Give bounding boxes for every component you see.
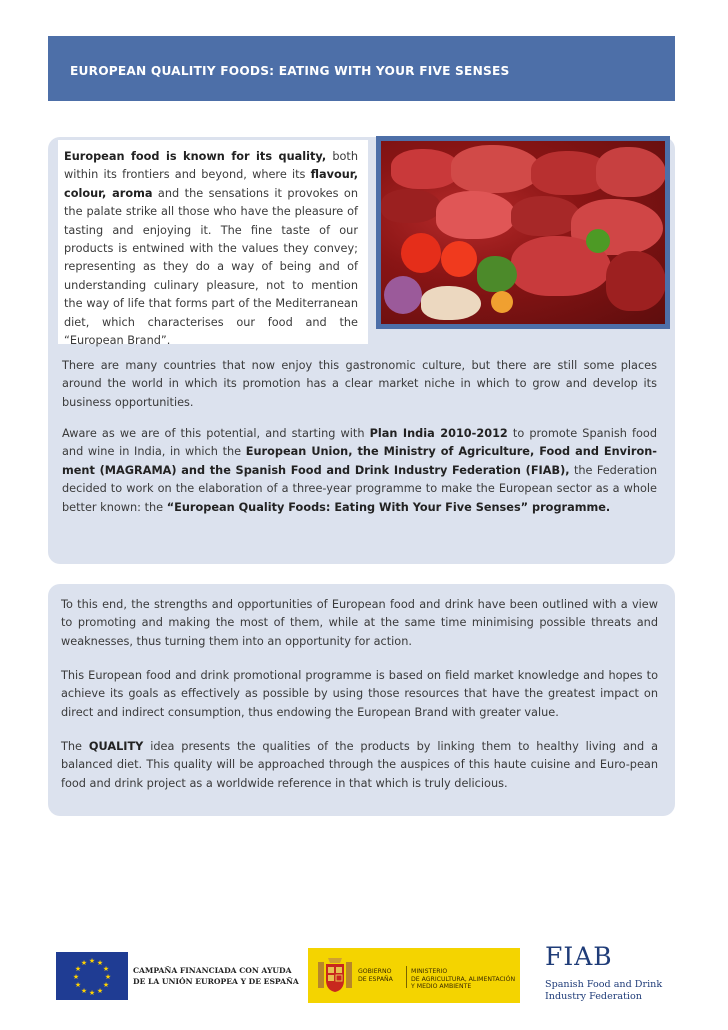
p2-bold-orgs: European Union, the Ministry of Agriculture, Food and Environ-ment (MAGRAMA) and the Spanish Food and Drink Industry Federation (FIAB),: [62, 445, 657, 477]
p2-text-b: to promote Spanish food and wine in India, in which the: [62, 427, 657, 459]
svg-text:★: ★: [102, 981, 110, 989]
svg-text:★: ★: [96, 959, 104, 967]
spain-government-logo: [308, 948, 520, 1003]
fiab-line-1: Spanish Food and Drink: [545, 979, 663, 990]
gob-line-1: GOBIERNO: [358, 968, 392, 975]
spain-coat-of-arms-icon: [316, 956, 354, 996]
svg-text:★: ★: [88, 957, 96, 965]
paragraph-quality: [61, 738, 658, 793]
svg-text:★: ★: [74, 965, 82, 973]
campaign-line-2: DE LA UNIÓN EUROPEA Y DE ESPAÑA: [133, 977, 299, 986]
fiab-line-2: Industry Federation: [545, 991, 642, 1002]
header-bar: [48, 36, 675, 101]
intro-bold-lead: European food is known for its quality,: [64, 150, 327, 163]
fiab-subtitle: [545, 979, 675, 1003]
min-line-3: Y MEDIO AMBIENTE: [411, 983, 472, 990]
photo-frame: [376, 136, 670, 329]
p2-bold-programme: “European Quality Foods: Eating With Your Five Senses” programme.: [166, 500, 611, 514]
intro-bold-senses: flavour, colour, aroma: [64, 168, 358, 200]
svg-text:★: ★: [72, 973, 80, 981]
p2-text-c: the Federation decided to work on the elaboration of a three-year programme to make the European sector as a whole better known: the: [62, 463, 657, 514]
min-line-1: MINISTERIO: [411, 968, 448, 975]
svg-text:★: ★: [80, 987, 88, 995]
svg-text:★: ★: [104, 973, 112, 981]
logo-divider: [406, 966, 407, 988]
intro-text-a: both within its frontiers and beyond, where its: [64, 150, 359, 182]
min-line-2: DE AGRICULTURA, ALIMENTACIÓN: [411, 975, 516, 983]
p5-bold-quality: QUALITY: [88, 740, 144, 753]
ministerio-text: [411, 968, 519, 991]
svg-text:★: ★: [102, 965, 110, 973]
intro-paragraph: [64, 148, 358, 350]
gobierno-text: [358, 968, 393, 983]
svg-text:★: ★: [96, 987, 104, 995]
page-title: EUROPEAN QUALITIY FOODS: EATING WITH YOUR FIVE SENSES: [70, 64, 510, 78]
svg-text:★: ★: [80, 959, 88, 967]
paragraph-strengths: To this end, the strengths and opportunities of European food and drink have been outlined with a view to promoting and making the most of them, while at the same time minimising possible threats and weaknesses, thus turning them into an opportunity for action.: [61, 598, 658, 648]
p2-text-a: Aware as we are of this potential, and starting with: [62, 427, 370, 440]
paragraph-promotional-programme: This European food and drink promotional programme is based on field market knowledge and hopes to achieve its goals as effectively as possible by using those resources that have the greatest impact on direct and indirect consumption, thus endowing the European Brand with greater value.: [61, 669, 658, 719]
paragraph-countries: There are many countries that now enjoy this gastronomic culture, but there are still some places around the world in which its promotion has a clear market niche in which to grow and develop its business opportunities.: [62, 359, 657, 409]
p5-text-b: idea presents the qualities of the products by linking them to healthy living and a balanced diet. This quality will be approached through the auspices of this haute cuisine and Euro-pean food and drink project as a worldwide reference in that which is truly delicious.: [61, 740, 658, 790]
intro-text-b: and the sensations it provokes on the palate strike all those who have the pleasure of tasting and enjoying it. The fine taste of our products is entwined with the values they convey; representing as they do a way of being and of understanding culinary pleasure, not to mention the way of life that forms part of the Mediterranean diet, which characterises our food and the “European Brand”.: [64, 186, 358, 348]
svg-text:★: ★: [74, 981, 82, 989]
paragraph-plan-india: [62, 425, 657, 517]
campaign-caption: [133, 965, 303, 987]
campaign-line-1: CAMPAÑA FINANCIADA CON AYUDA: [133, 966, 292, 975]
fiab-logo: FIAB: [545, 942, 613, 971]
p2-bold-plan: Plan India 2010-2012: [369, 427, 508, 440]
svg-text:★: ★: [88, 989, 96, 997]
p5-text-a: The: [61, 740, 89, 753]
eu-flag-icon: [56, 952, 128, 1000]
gob-line-2: DE ESPAÑA: [358, 975, 393, 983]
meat-and-vegetables-photo: [381, 141, 665, 324]
